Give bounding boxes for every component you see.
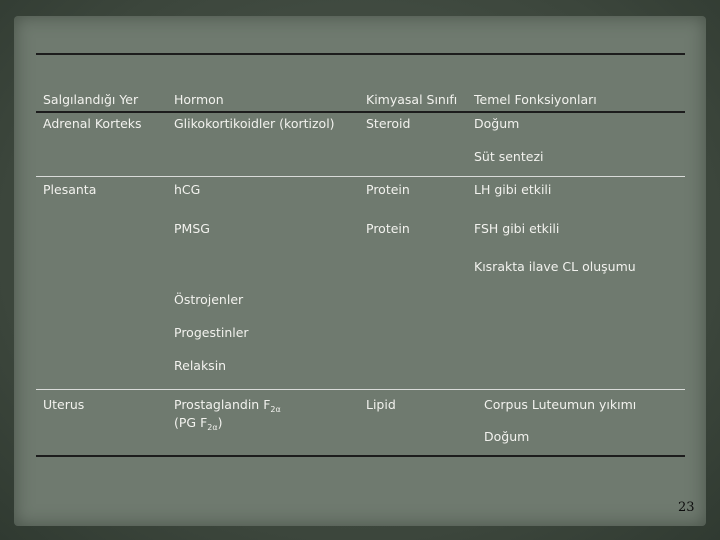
plasenta-place: Plesanta — [43, 182, 97, 197]
plasenta-pmsg-function: FSH gibi etkili — [474, 221, 560, 236]
uterus-hormone-name: Prostaglandin F — [174, 397, 271, 412]
row-divider-adrenal — [36, 176, 685, 177]
uterus-hormone-abbr — [174, 415, 223, 430]
header-hormone: Hormon — [174, 92, 224, 107]
uterus-hormone-subscript: 2α — [270, 405, 281, 414]
plasenta-hcg: hCG — [174, 182, 201, 197]
header-function: Temel Fonksiyonları — [474, 92, 597, 107]
plasenta-pmsg-class: Protein — [366, 221, 410, 236]
uterus-hormone-abbr-post: ) — [217, 415, 223, 430]
adrenal-class: Steroid — [366, 116, 411, 131]
uterus-class: Lipid — [366, 397, 396, 412]
uterus-function-1: Corpus Luteumun yıkımı — [484, 397, 637, 412]
adrenal-hormone: Glikokortikoidler (kortizol) — [174, 116, 335, 131]
uterus-hormone-abbr-pre: (PG F — [174, 415, 208, 430]
table-top-rule — [36, 53, 685, 55]
plasenta-estrogen: Östrojenler — [174, 292, 244, 307]
plasenta-hcg-function: LH gibi etkili — [474, 182, 552, 197]
header-rule — [36, 111, 685, 113]
adrenal-function-2: Süt sentezi — [474, 149, 544, 164]
plasenta-hcg-class: Protein — [366, 182, 410, 197]
table-bottom-rule — [36, 455, 685, 457]
plasenta-pmsg: PMSG — [174, 221, 210, 236]
uterus-hormone — [174, 397, 281, 412]
adrenal-place: Adrenal Korteks — [43, 116, 142, 131]
page-number: 23 — [678, 500, 695, 515]
row-divider-plasenta — [36, 389, 685, 390]
header-class: Kimyasal Sınıfı — [366, 92, 458, 107]
header-place: Salgılandığı Yer — [43, 92, 139, 107]
plasenta-progestin: Progestinler — [174, 325, 249, 340]
uterus-function-2: Doğum — [484, 429, 530, 444]
adrenal-function-1: Doğum — [474, 116, 520, 131]
plasenta-pmsg-function-2: Kısrakta ilave CL oluşumu — [474, 259, 636, 274]
uterus-place: Uterus — [43, 397, 85, 412]
plasenta-relaxin: Relaksin — [174, 358, 227, 373]
uterus-hormone-abbr-sub: 2α — [207, 423, 218, 432]
